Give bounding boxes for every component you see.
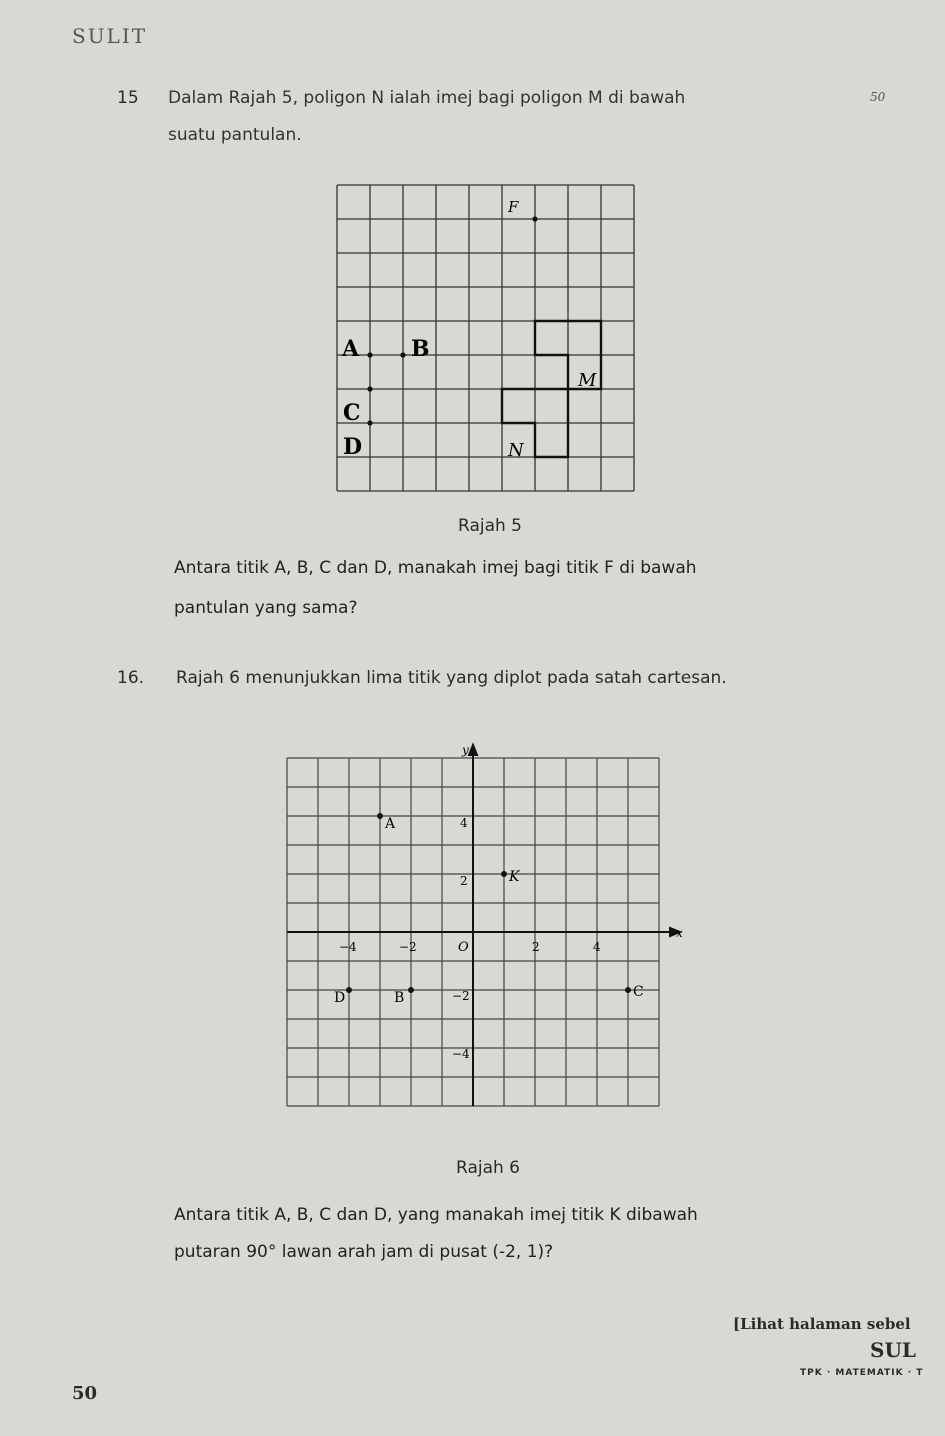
x-axis-label: x	[676, 926, 683, 940]
point-d-label: D	[343, 434, 363, 460]
see-next-page-note: [Lihat halaman sebel	[733, 1315, 911, 1333]
polygon-n-label: N	[508, 440, 524, 461]
point-b-label: B	[411, 336, 430, 362]
rajah-6-diagram	[282, 740, 702, 1115]
question-16-prompt-line2: putaran 90° lawan arah jam di pusat (-2, 1)?	[174, 1242, 554, 1262]
y-tick-neg4: −4	[452, 1047, 470, 1061]
question-15-prompt-line1: Antara titik A, B, C dan D, manakah imej bagi titik F di bawah	[174, 558, 697, 578]
x-tick-4: 4	[593, 940, 601, 954]
rajah-6-caption: Rajah 6	[456, 1158, 520, 1178]
point-k-label: K	[509, 869, 520, 885]
point-f-label: F	[508, 198, 519, 216]
footer-subject: TPK · MATEMATIK · T	[800, 1368, 924, 1378]
question-15-number: 15	[117, 88, 139, 108]
x-tick-neg2: −2	[399, 940, 417, 954]
point-c-label: C	[343, 400, 361, 426]
point-d-label: D	[334, 990, 346, 1006]
point-c-label: C	[633, 984, 644, 1000]
point-b-label: B	[394, 990, 405, 1006]
question-15-prompt-line2: pantulan yang sama?	[174, 598, 358, 618]
rajah-5-diagram	[330, 178, 640, 503]
y-tick-neg2: −2	[452, 989, 470, 1003]
question-16-number: 16.	[117, 668, 145, 688]
header-mark: SULIT	[72, 24, 148, 48]
page-number: 50	[72, 1383, 98, 1404]
rajah-5-caption: Rajah 5	[458, 516, 522, 536]
y-axis-label: y	[462, 743, 469, 757]
y-tick-4: 4	[460, 816, 468, 830]
point-a-label: A	[342, 336, 360, 362]
polygon-m-label: M	[578, 370, 597, 391]
footer-code: SUL	[870, 1338, 916, 1362]
point-a-label: A	[385, 816, 396, 832]
question-15-text-line2: suatu pantulan.	[168, 125, 302, 145]
x-tick-2: 2	[532, 940, 540, 954]
question-16-prompt-line1: Antara titik A, B, C dan D, yang manakah imej titik K dibawah	[174, 1205, 698, 1225]
y-tick-2: 2	[460, 874, 468, 888]
margin-number: 50	[870, 90, 886, 104]
question-16-text: Rajah 6 menunjukkan lima titik yang diplot pada satah cartesan.	[176, 668, 727, 688]
question-15-text-line1: Dalam Rajah 5, poligon N ialah imej bagi poligon M di bawah	[168, 88, 686, 108]
x-tick-neg4: −4	[339, 940, 357, 954]
origin-label: O	[458, 940, 469, 955]
